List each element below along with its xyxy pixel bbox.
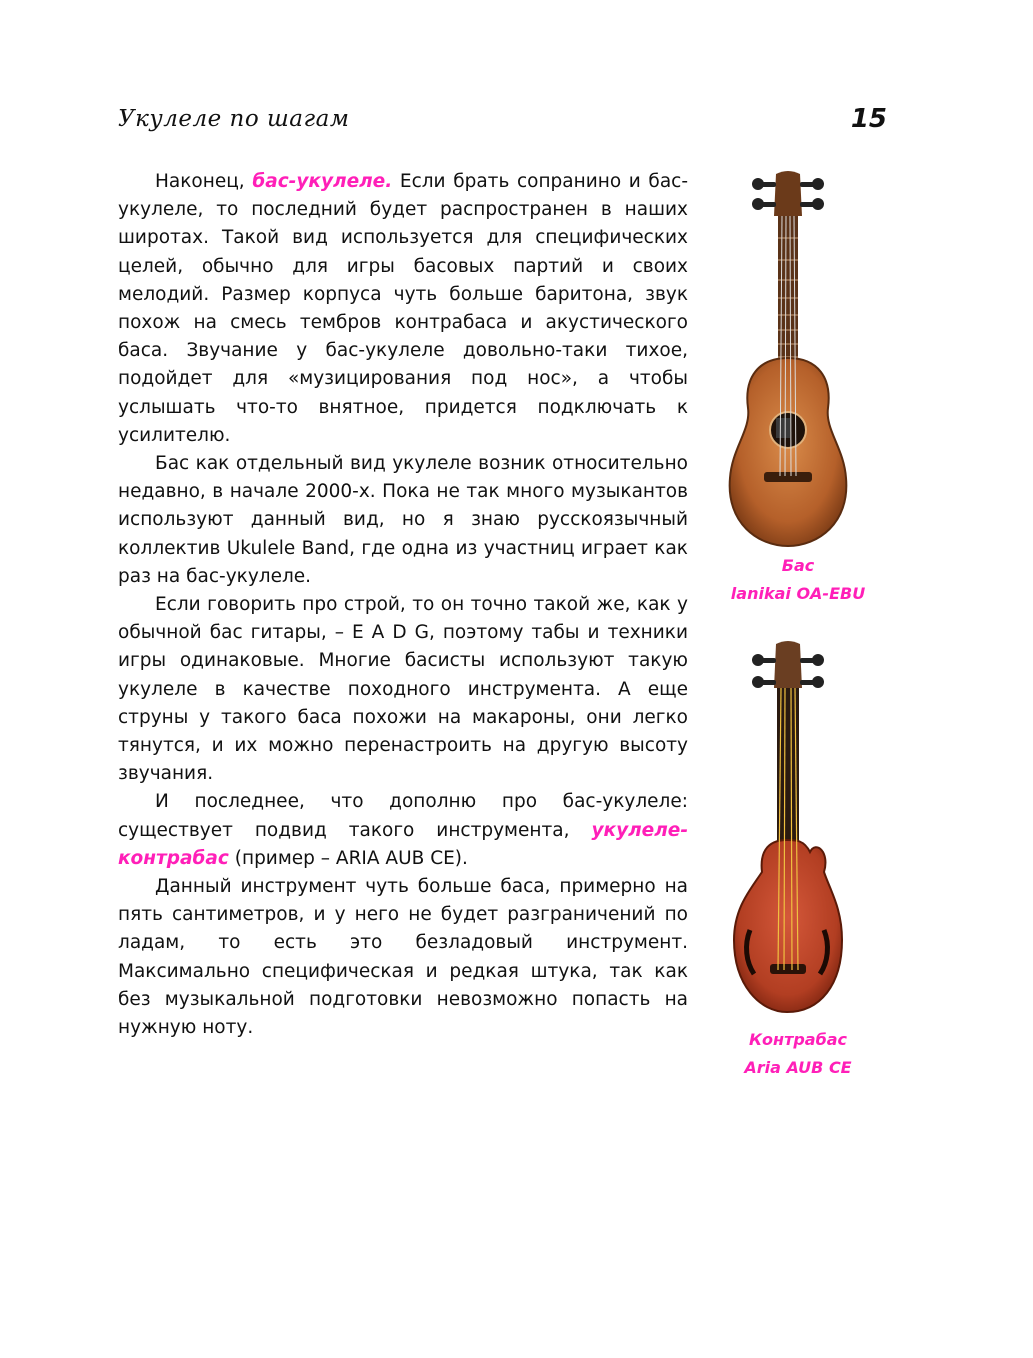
paragraph-text: И последнее, что дополню про бас-укулеле: существует подвид такого инструмента, — [118, 791, 688, 841]
paragraph-text: Наконец, — [155, 171, 253, 192]
paragraph — [118, 788, 688, 873]
highlight-term: укулеле-контрабас — [118, 819, 688, 869]
highlight-term: бас-укулеле. — [252, 171, 393, 192]
figure-caption — [698, 552, 898, 608]
body-text — [118, 168, 688, 1042]
paragraph-text: Если говорить про строй, то он точно такой же, как у обычной бас гитары, – E A D G, поэтому табы и техники игры одинаковые. Многие басисты используют такую укулеле в качестве походного инструмента. А еще струны у такого баса похожи на макароны, они легко тянутся, и их можно перенастроить на другую высоту звучания. — [118, 594, 688, 785]
caption-line: lanikai OA-EBU — [730, 584, 866, 603]
paragraph-text: (пример – ARIA AUB CE). — [228, 847, 468, 869]
contrabass-ukulele-image — [720, 640, 855, 1020]
page-number: 15 — [850, 104, 887, 134]
caption-line: Бас — [781, 556, 815, 575]
caption-line: Контрабас — [748, 1030, 848, 1049]
paragraph — [118, 591, 688, 788]
figure-caption — [698, 1026, 898, 1082]
paragraph — [118, 168, 688, 450]
bass-ukulele-image — [718, 168, 858, 553]
caption-line: Aria AUB CE — [744, 1058, 852, 1077]
running-head: Укулеле по шагам — [118, 106, 350, 132]
paragraph-text: Данный инструмент чуть больше баса, примерно на пять сантиметров, и у него не будет разграничений по ладам, то есть это безладовый инструмент. Максимально специфическая и редкая штука, так как без музыкальной подготовки невозможно попасть на нужную ноту. — [118, 876, 688, 1039]
paragraph-text: Бас как отдельный вид укулеле возник относительно недавно, в начале 2000-х. Пока не так много музыкантов используют данный вид, но я знаю русскоязычный коллектив Ukulele Band, где одна из участниц играет как раз на бас-укулеле. — [118, 453, 688, 587]
paragraph-text: Если брать сопранино и бас-укулеле, то последний будет распространен в наших широтах. Такой вид используется для специфических целей, обычно для игры басовых партий и своих мелодий. Размер корпуса чуть больше баритона, звук похож на смесь тембров контрабаса и акустического баса. Звучание у бас-укулеле довольно-таки тихое, подойдет для «музицирования под нос», а чтобы услышать что-то внятное, придется подключать к усилителю. — [118, 171, 689, 446]
paragraph — [118, 873, 688, 1042]
paragraph — [118, 450, 688, 591]
